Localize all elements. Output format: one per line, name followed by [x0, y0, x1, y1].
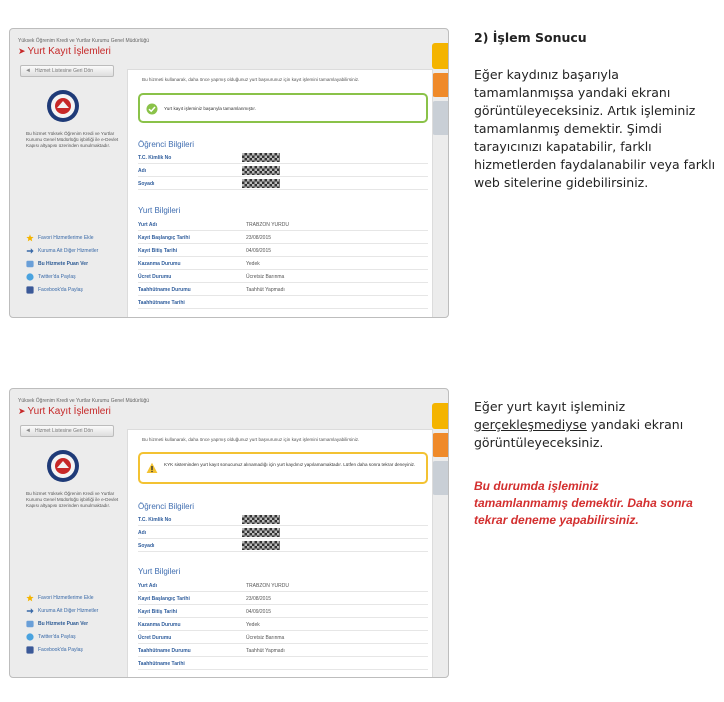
rate-icon [26, 260, 34, 268]
student-section-title: Öğrenci Bilgileri [138, 502, 195, 511]
intro-text: Bu hizmeti kullanarak, daha önce yapmış olduğunuz yurt başvurunuz için kayıt işlemini tamamlayabilirsiniz. [142, 77, 360, 82]
star-icon [26, 234, 34, 242]
sidebar-links [26, 593, 126, 658]
institution-name: Yüksek Öğrenim Kredi ve Yurtlar Kurumu Genel Müdürlüğü [18, 398, 150, 404]
back-to-services-button[interactable]: ◄ Hizmet Listesine Geri Dön [20, 65, 114, 77]
decor-tab-orange [432, 433, 449, 457]
decor-tab-gray [432, 101, 449, 135]
table-row: Yurt Adı TRABZON YURDU [138, 580, 428, 592]
screenshot-warning [9, 388, 449, 678]
check-icon [146, 103, 158, 115]
sidebar [16, 423, 126, 675]
table-row: Taahhütname Tarihi [138, 658, 428, 670]
dorm-section-title: Yurt Bilgileri [138, 567, 181, 576]
warning-alert [138, 452, 428, 484]
back-to-services-button[interactable]: ◄ Hizmet Listesine Geri Dön [20, 425, 114, 437]
table-row: Kayıt Bitiş Tarihi 04/09/2015 [138, 606, 428, 618]
section-heading: 2) İşlem Sonucu [474, 30, 587, 45]
table-row: Kazanma Durumu Yedek [138, 258, 428, 270]
table-row: Ücret Durumu Ücretsiz Barınma [138, 271, 428, 283]
student-row-surname: Soyadı [138, 178, 428, 190]
student-row-name: Adı [138, 527, 428, 539]
decor-tab-gray [432, 461, 449, 495]
sidebar-link-other-services[interactable]: Kuruma Ait Diğer Hizmetler [26, 246, 126, 259]
table-row: Taahhütname Tarihi [138, 297, 428, 309]
sidebar [16, 63, 126, 315]
sidebar-link-favorite[interactable]: Favori Hizmetlerime Ekle [26, 593, 126, 606]
sidebar-link-other-services[interactable]: Kuruma Ait Diğer Hizmetler [26, 606, 126, 619]
star-icon [26, 594, 34, 602]
sidebar-link-rate[interactable]: Bu Hizmete Puan Ver [26, 259, 126, 272]
warning-message: KYK sisteminden yurt kayıt sonucunuz alınamadığı için yurt kaydınız yapılamamaktadır. Lütfen daha sonra tekrar deneyiniz. [164, 462, 416, 467]
table-row: Taahhütname Durumu Taahhüt Yapmadı [138, 645, 428, 657]
student-row-name: Adı [138, 165, 428, 177]
student-row-tc: T.C. Kimlik No [138, 152, 428, 164]
sidebar-link-favorite[interactable]: Favori Hizmetlerime Ekle [26, 233, 126, 246]
app-title: ➤ Yurt Kayıt İşlemleri [18, 46, 111, 57]
pixelated-value [242, 166, 280, 175]
success-alert [138, 93, 428, 123]
app-header [10, 389, 448, 423]
arrow-icon [26, 607, 34, 615]
content-panel [127, 69, 433, 318]
screenshot-success [9, 28, 449, 318]
kyk-emblem-icon [46, 449, 80, 487]
sidebar-links [26, 233, 126, 298]
pixelated-value [242, 179, 280, 188]
sidebar-description: Bu hizmet Yüksek Öğrenim Kredi ve Yurtlar Kurumu Genel Müdürlüğü işbirliği ile e-Devlet Kapısı altyapısı üzerinden sunulmaktadır. [26, 491, 119, 508]
decor-tab-orange [432, 73, 449, 97]
pixelated-value [242, 541, 280, 550]
student-section-title: Öğrenci Bilgileri [138, 140, 195, 149]
table-row: Taahhütname Durumu Taahhüt Yapmadı [138, 284, 428, 296]
kyk-emblem-icon [46, 89, 80, 127]
success-paragraph: Eğer kaydınız başarıyla tamamlanmışsa yandaki ekranı görüntüleyeceksiniz. Artık işleminiz tamamlanmış demektir. Şimdi tarayıcınızı kapatabilir, farklı hizmetlerden faydalanabilir veya farklı web sitelerine gidebilirsiniz. [474, 67, 716, 190]
back-arrow-icon: ◄ [25, 428, 31, 434]
table-row: Kayıt Başlangıç Tarihi 23/08/2015 [138, 232, 428, 244]
sidebar-link-facebook[interactable]: Facebook'da Paylaş [26, 645, 126, 658]
pixelated-value [242, 153, 280, 162]
warning-icon [146, 462, 158, 474]
sidebar-description: Bu hizmet Yüksek Öğrenim Kredi ve Yurtlar Kurumu Genel Müdürlüğü işbirliği ile e-Devlet Kapısı altyapısı üzerinden sunulmaktadır. [26, 131, 119, 148]
sidebar-link-twitter[interactable]: Twitter'da Paylaş [26, 272, 126, 285]
intro-text: Bu hizmeti kullanarak, daha önce yapmış olduğunuz yurt başvurunuz için kayıt işlemini tamamlayabilirsiniz. [142, 437, 360, 442]
underlined-term: gerçekleşmediyse [474, 417, 587, 432]
facebook-icon [26, 286, 34, 294]
institution-name: Yüksek Öğrenim Kredi ve Yurtlar Kurumu Genel Müdürlüğü [18, 38, 150, 44]
twitter-icon [26, 273, 34, 281]
student-row-surname: Soyadı [138, 540, 428, 552]
sidebar-link-rate[interactable]: Bu Hizmete Puan Ver [26, 619, 126, 632]
table-row: Kayıt Bitiş Tarihi 04/09/2015 [138, 245, 428, 257]
sidebar-link-facebook[interactable]: Facebook'da Paylaş [26, 285, 126, 298]
back-arrow-icon: ◄ [25, 68, 31, 74]
table-row: Ücret Durumu Ücretsiz Barınma [138, 632, 428, 644]
dorm-section-title: Yurt Bilgileri [138, 206, 181, 215]
pixelated-value [242, 528, 280, 537]
edevlet-logo-icon: ➤ [18, 406, 26, 416]
rate-icon [26, 620, 34, 628]
sidebar-link-twitter[interactable]: Twitter'da Paylaş [26, 632, 126, 645]
failure-paragraph: Eğer yurt kayıt işleminiz gerçekleşmediyse yandaki ekranı görüntüleyeceksiniz. [474, 399, 684, 450]
twitter-icon [26, 633, 34, 641]
arrow-icon [26, 247, 34, 255]
app-header [10, 29, 448, 63]
table-row: Kazanma Durumu Yedek [138, 619, 428, 631]
student-row-tc: T.C. Kimlik No [138, 514, 428, 526]
facebook-icon [26, 646, 34, 654]
success-message: Yurt kayıt işleminiz başarıyla tamamlanmıştır. [164, 106, 256, 111]
edevlet-logo-icon: ➤ [18, 46, 26, 56]
app-title: ➤ Yurt Kayıt İşlemleri [18, 406, 111, 417]
table-row: Yurt Adı TRABZON YURDU [138, 219, 428, 231]
pixelated-value [242, 515, 280, 524]
table-row: Kayıt Başlangıç Tarihi 23/08/2015 [138, 593, 428, 605]
content-panel [127, 429, 433, 678]
failure-note: Bu durumda işleminiz tamamlanmamış demektir. Daha sonra tekrar deneme yapabilirsiniz. [474, 479, 693, 527]
